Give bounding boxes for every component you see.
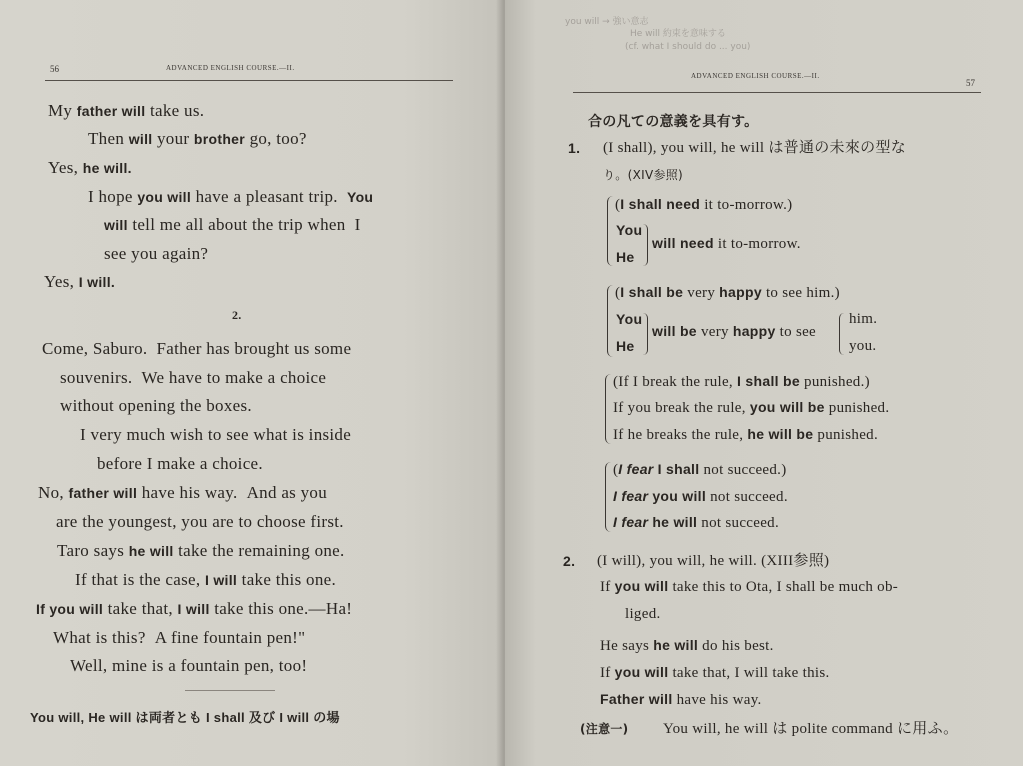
dialogue-line: No, father will have his way. And as you xyxy=(38,483,328,502)
example-line: You xyxy=(616,222,643,238)
right-page xyxy=(505,0,1023,766)
page-number-left: 56 xyxy=(50,64,59,74)
brace xyxy=(607,196,613,266)
brace xyxy=(607,285,613,357)
pencil-note: (cf. what I should do ... you) xyxy=(625,42,751,52)
brace xyxy=(839,313,844,355)
example-line: He xyxy=(616,338,635,354)
dialogue-line: Taro says he will take the remaining one. xyxy=(57,541,345,560)
example-line: will need it to-morrow. xyxy=(652,235,801,252)
example-line: (If I break the rule, I shall be punished.) xyxy=(613,373,870,390)
header-rule-left xyxy=(45,80,453,81)
continued-line: 合の凡ての意義を具有す。 xyxy=(588,114,759,130)
pencil-note: He will 約束を意味する xyxy=(630,29,726,39)
dialogue-line: Come, Saburo. Father has brought us some xyxy=(42,339,352,358)
example-line: You xyxy=(616,311,643,327)
dialogue-line: My father will take us. xyxy=(48,101,205,120)
example-line: liged. xyxy=(625,606,661,622)
dialogue-line: I very much wish to see what is inside xyxy=(80,425,352,444)
example-line: I fear he will not succeed. xyxy=(613,514,780,531)
dialogue-line: If that is the case, I will take this one. xyxy=(75,570,337,589)
point-2-heading: (I will), you will, he will. (XIII参照) xyxy=(597,553,830,569)
brace xyxy=(605,374,611,444)
example-line: (I shall be very happy to see him.) xyxy=(615,284,840,301)
point-2-number: 2. xyxy=(563,553,576,569)
example-line: If he breaks the rule, he will be punished. xyxy=(613,426,879,443)
note-label: (注意一) xyxy=(580,722,629,736)
dialogue-line: Yes, I will. xyxy=(44,272,116,291)
example-line: If you will take that, I will take this. xyxy=(600,664,830,681)
left-page xyxy=(0,0,505,766)
example-line: him. xyxy=(849,311,878,327)
running-header-right: ADVANCED ENGLISH COURSE.—II. xyxy=(691,72,820,80)
note-text: You will, he will は polite command に用ふ。 xyxy=(663,721,959,737)
point-1-number: 1. xyxy=(568,140,581,156)
dialogue-line: souvenirs. We have to make a choice xyxy=(60,368,327,387)
section-number: 2. xyxy=(232,308,242,322)
point-1-heading: (I shall), you will, he will は普通の未來の型な xyxy=(603,140,907,156)
example-line: Father will have his way. xyxy=(600,691,762,708)
example-line: He says he will do his best. xyxy=(600,637,774,654)
dialogue-line: see you again? xyxy=(104,244,209,263)
brace xyxy=(643,224,648,266)
dialogue-line: Yes, he will. xyxy=(48,158,132,177)
dialogue-line: will tell me all about the trip when I xyxy=(104,215,361,234)
dialogue-line: before I make a choice. xyxy=(97,454,263,473)
example-line: If you break the rule, you will be punished. xyxy=(613,399,890,416)
header-rule-right xyxy=(573,92,981,93)
dialogue-line: What is this? A fine fountain pen!" xyxy=(53,628,306,647)
footer-note: You will, He will は両者とも I shall 及び I will の場 xyxy=(30,710,340,725)
example-line: I fear you will not succeed. xyxy=(613,488,788,505)
dialogue-line: are the youngest, you are to choose first. xyxy=(56,512,344,531)
section-divider xyxy=(185,690,275,691)
example-line: you. xyxy=(849,338,877,354)
dialogue-line: If you will take that, I will take this one.—Ha! xyxy=(36,599,353,618)
pencil-note: you will → 強い意志 xyxy=(565,17,649,27)
brace xyxy=(605,462,611,532)
example-line: He xyxy=(616,249,635,265)
dialogue-line: Well, mine is a fountain pen, too! xyxy=(70,656,308,675)
example-line: (I fear I shall not succeed.) xyxy=(613,461,787,478)
dialogue-line: Then will your brother go, too? xyxy=(88,129,307,148)
example-line: If you will take this to Ota, I shall be much ob- xyxy=(600,578,899,595)
running-header-left: ADVANCED ENGLISH COURSE.—II. xyxy=(166,64,295,72)
example-line: (I shall need it to-morrow.) xyxy=(615,196,793,213)
dialogue-line: without opening the boxes. xyxy=(60,396,252,415)
dialogue-line: I hope you will have a pleasant trip. You xyxy=(88,187,374,206)
point-1-heading-cont: り。(XIV参照) xyxy=(603,168,684,182)
brace xyxy=(643,313,648,355)
example-line: will be very happy to see xyxy=(652,323,816,340)
page-number-right: 57 xyxy=(966,78,975,88)
